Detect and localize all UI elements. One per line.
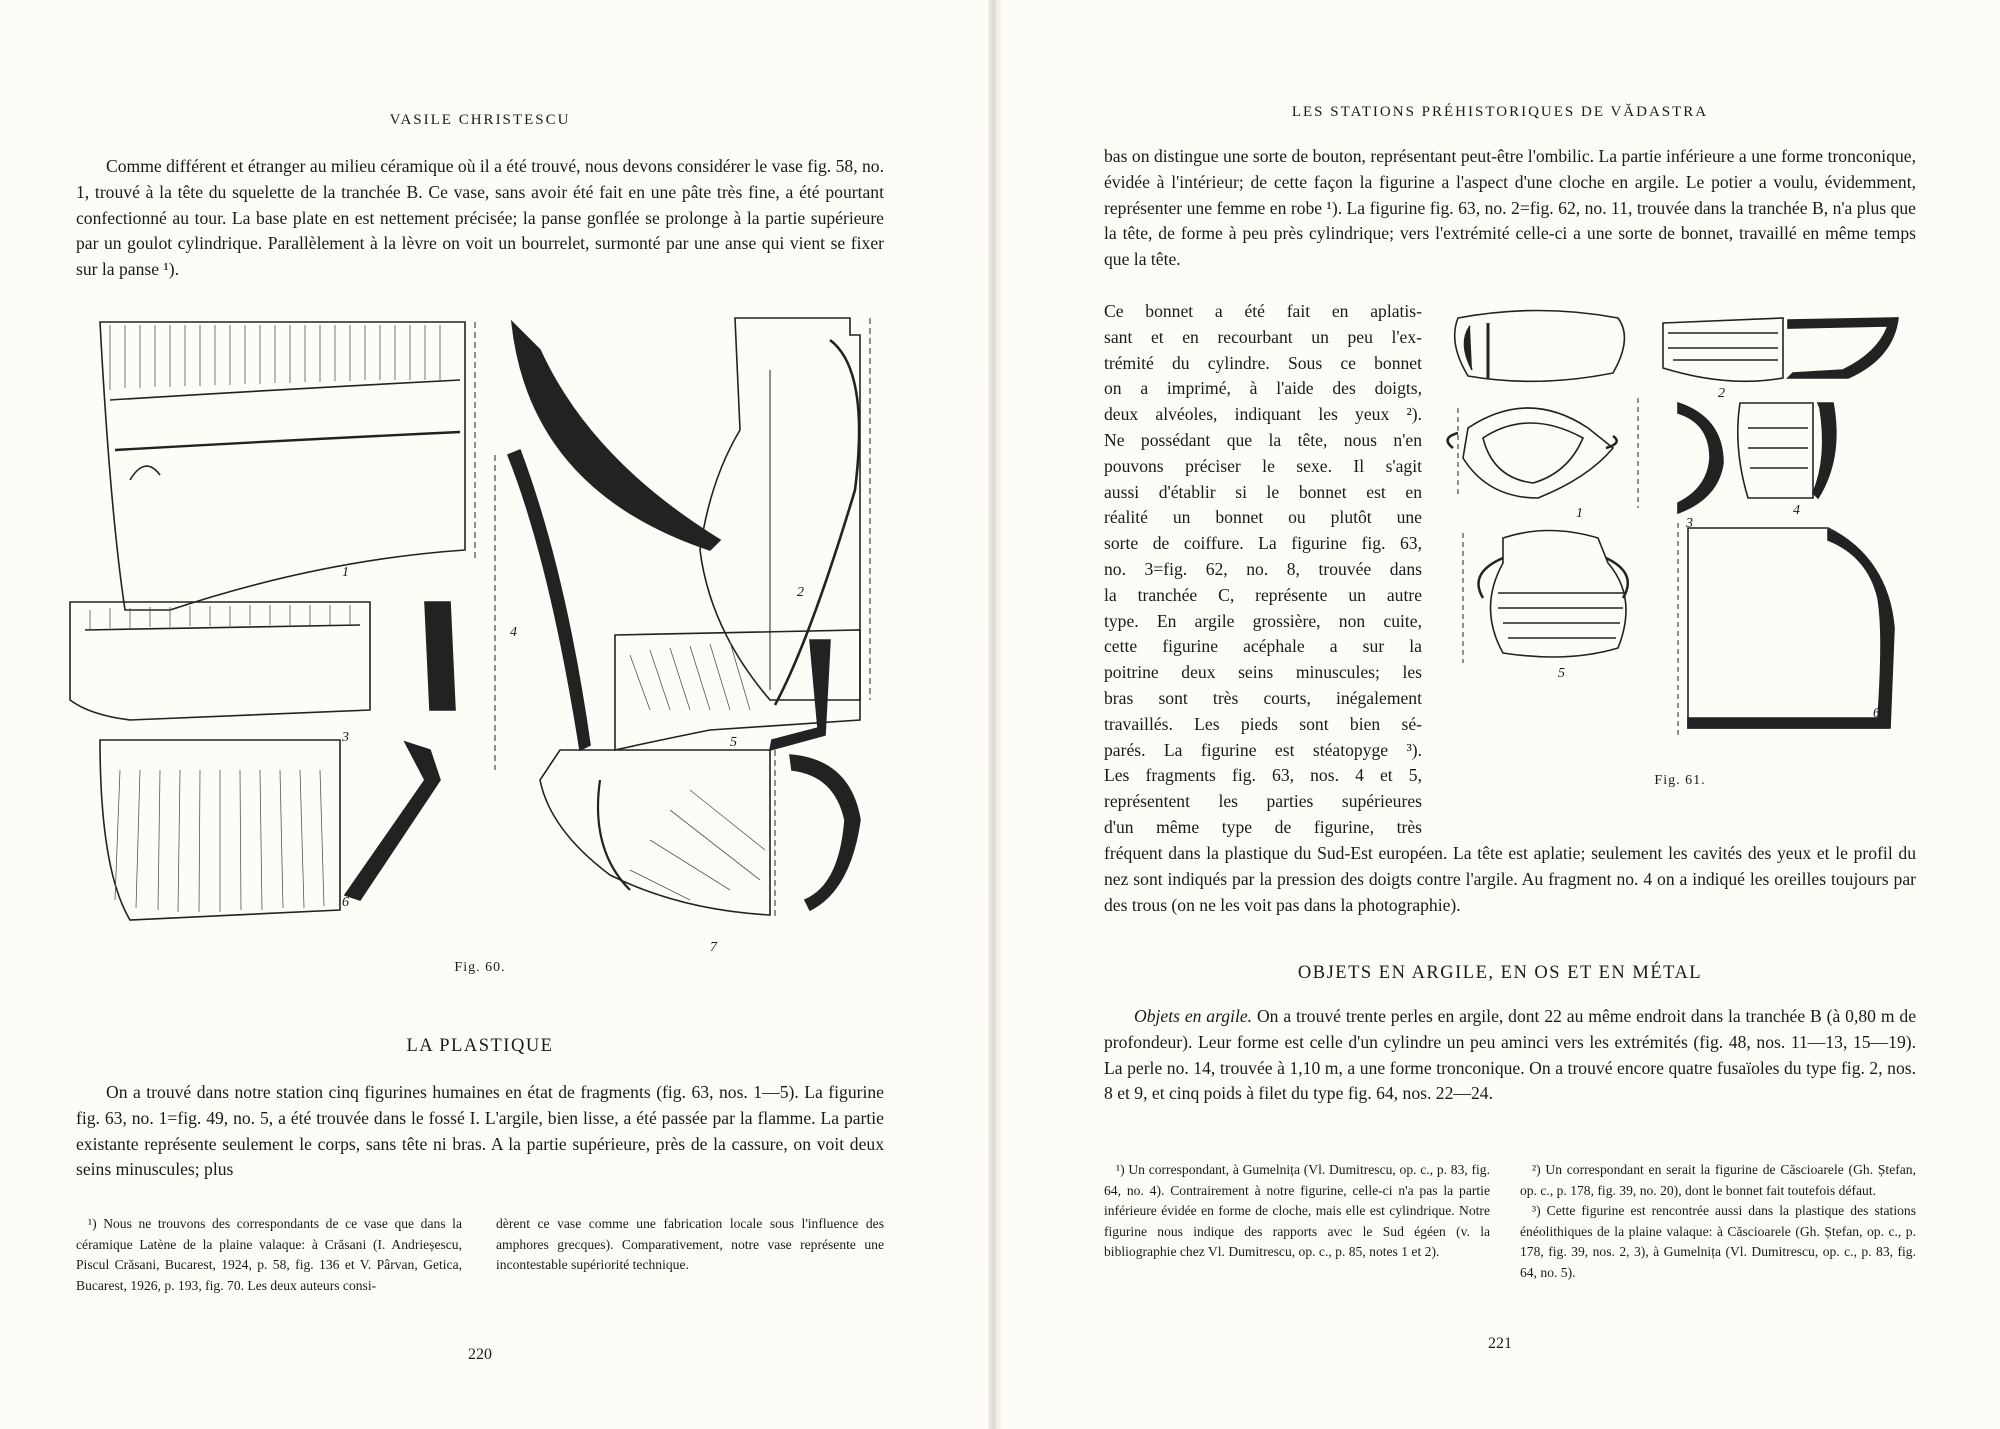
sherd-3-profile: [425, 602, 455, 710]
running-head: LES STATIONS PRÉHISTORIQUES DE VĂDASTRA: [1291, 104, 1709, 120]
figure-caption: Fig. 60.: [454, 960, 506, 975]
figure-label: 2: [1718, 386, 1725, 401]
paragraph-text: [1104, 1004, 1916, 1107]
text-line: trémité du cylindre. Sous ce bonnet: [1104, 352, 1422, 373]
sherd-3-outline: [70, 602, 370, 720]
footnote-col-1: [1104, 1160, 1490, 1263]
left-page: [0, 0, 990, 1429]
vessel-4-profile: [1813, 403, 1836, 498]
figure-label: 3: [342, 730, 349, 745]
text-line: on a imprimé, à l'aide des doigts,: [1104, 378, 1422, 399]
text-line: cette figurine acéphale a sur la: [1104, 636, 1422, 657]
paragraph-text: fréquent dans la plastique du Sud-Est européen. La tête est aplatie; seulement les cavités des yeux et le profil du nez sont indiqués par la pression des doigts contre l'argile. Au fragment no. 4 on a indiqué les oreilles toujours par des trous (on ne les voit pas dans la photographie).: [1104, 843, 1916, 915]
figure-label: 1: [342, 565, 349, 580]
text-line: Ne possédant que la tête, nous n'en: [1104, 429, 1422, 450]
text-line: sant et en recourbant un peu l'ex-: [1104, 326, 1422, 347]
vase-2-outline: [700, 318, 860, 700]
vessel-6-profile: [1688, 530, 1894, 728]
vessel-3-profile: [1678, 403, 1723, 513]
footnote-col-1: [76, 1214, 462, 1296]
paragraph-text: bas on distingue une sorte de bouton, représentant peut-être l'ombilic. La partie inférieure a une forme tronconique, évidée à l'intérieur; de cette façon la figurine a l'aspect d'une cloche en argile. Le potier a voulu, évidemment, représenter une femme en robe ¹). La figurine fig. 63, no. 2=fig. 62, no. 11, trouvée dans la tranchée B, n'a plus que la tête, de forme à peu près cylindrique; vers l'extrémité celle-ci a une sorte de bonnet, travaillé en même temps que la tête.: [1104, 146, 1916, 270]
sherd-6-profile: [345, 742, 440, 900]
page-number: 221: [1488, 1335, 1512, 1352]
paragraph-plastique: [76, 1080, 884, 1183]
figure-label: 7: [710, 940, 717, 955]
figure-label: 5: [1558, 666, 1565, 681]
pottery-drawings: [70, 310, 890, 965]
text-line: poitrine deux seins minuscules; les: [1104, 662, 1422, 683]
text-line: la tranchée C, représente un autre: [1104, 584, 1422, 605]
footnote-text: ¹) Un correspondant, à Gumelnița (Vl. Dumitrescu, op. c., p. 83, fig. 64, no. 4). Contrairement à notre figurine, celle-ci n'a pas la partie inférieure évidée en forme de cloche, mais elle est cylindrique. Notre figurine nous indique des rapports avec le Sud égéen (v. la bibliographie chez Vl. Dumitrescu, op. c., p. 85, notes 1 et 2).: [1104, 1162, 1490, 1260]
figure-label: 2: [797, 585, 804, 600]
footnote-text: ¹) Nous ne trouvons des correspondants de ce vase que dans la céramique Latène de la plaine valaque: à Crăsani (I. Andrieșescu, Piscul Crăsani, Bucarest, 1924, p. 58, fig. 136 et V. Pârvan, Getica, Bucarest, 1926, p. 193, fig. 70. Les deux auteurs consi-: [76, 1216, 462, 1293]
sherd-4-profile: [508, 450, 590, 750]
text-line: type. En argile grossière, non cuite,: [1104, 610, 1422, 631]
figure-61-plate: [1448, 298, 1924, 768]
paragraph-text: On a trouvé dans notre station cinq figurines humaines en état de fragments (fig. 63, nos. 1—5). La figurine fig. 63, no. 1=fig. 49, no. 5, a été trouvée dans le fossé I. L'argile, bien lisse, a été passée par la flamme. La partie existante représente seulement le corps, sans tête ni bras. A la partie supérieure, près de la cassure, on voit deux seins minuscules; plus: [76, 1082, 884, 1180]
figure-label: 3: [1686, 516, 1693, 531]
figure-label: 6: [1873, 706, 1880, 721]
jug-7-handle: [790, 755, 860, 910]
footnote-col-2: [1520, 1160, 1916, 1284]
text-line: pouvons préciser le sexe. Il s'agit: [1104, 455, 1422, 476]
figure-label: 4: [510, 625, 517, 640]
running-head: VASILE CHRISTESCU: [389, 112, 571, 128]
paragraph-objets: [1104, 1004, 1916, 1107]
section-heading: OBJETS EN ARGILE, EN OS ET EN MÉTAL: [1297, 963, 1703, 983]
narrow-column: [1104, 299, 1422, 841]
text-line: Les fragments fig. 63, nos. 4 et 5,: [1104, 765, 1422, 786]
text-line: travaillés. Les pieds sont bien sé-: [1104, 713, 1422, 734]
text-line: no. 3=fig. 62, no. 8, trouvée dans: [1104, 558, 1422, 579]
footnote-text: ²) Un correspondant en serait la figurine de Căscioarele (Gh. Ștefan, op. c., p. 178, fig. 39, no. 20), dont le bonnet fait toutefois défaut.: [1520, 1162, 1916, 1198]
paragraph-continuation: [1104, 841, 1916, 918]
text-line: sorte de coiffure. La figurine fig. 63,: [1104, 533, 1422, 554]
figure-caption: Fig. 61.: [1654, 773, 1706, 788]
figure-label: 1: [1576, 506, 1583, 521]
section-heading: LA PLASTIQUE: [406, 1036, 554, 1056]
text-line: bras sont très courts, inégalement: [1104, 687, 1422, 708]
vessel-1-plan: [1463, 408, 1613, 498]
right-page: [1000, 0, 2000, 1429]
vessel-2-outline: [1663, 318, 1783, 381]
text-line: deux alvéoles, indiquant les yeux ²).: [1104, 404, 1422, 425]
pottery-drawings: [1448, 298, 1924, 768]
figure-60-plate: [70, 310, 890, 965]
footnote-col-2: [496, 1214, 884, 1276]
text-line: réalité un bonnet ou plutôt une: [1104, 507, 1422, 528]
vessel-2-profile: [1788, 318, 1898, 378]
paragraph-lead: Objets en argile.: [1134, 1006, 1253, 1026]
vessel-1-top: [1455, 311, 1625, 382]
jug-7-outline: [540, 750, 770, 915]
figure-label: 5: [730, 735, 737, 750]
paragraph-body: On a trouvé trente perles en argile, dont 22 au même endroit dans la tranchée B (à 0,80 m de profondeur). Leur forme est celle d'un cylindre un peu aminci vers les extrémités (fig. 48, nos. 11—13, 15—19). La perle no. 14, trouvée à 1,10 m, a une forme tronconique. On a trouvé encore quatre fusaïoles du type fig. 2, nos. 8 et 9, et cinq poids à filet du type fig. 64, nos. 22—24.: [1104, 1006, 1917, 1104]
vessel-4-outline: [1738, 403, 1813, 498]
figure-label: 6: [342, 895, 349, 910]
text-line: représentent les parties supérieures: [1104, 791, 1422, 812]
paragraph-text: Comme différent et étranger au milieu céramique où il a été trouvé, nous devons considérer le vase fig. 58, no. 1, trouvé à la tête du squelette de la tranchée B. Ce vase, sans avoir été fait en une pâte très fine, a été pourtant confectionné au tour. La base plate en est nettement précisée; la panse gonflée se prolonge à la partie supérieure par un goulot cylindrique. Parallèlement à la lèvre on voit un bourrelet, surmonté par une anse qui vient se fixer sur la panse ¹).: [76, 156, 884, 280]
footnote-text: dèrent ce vase comme une fabrication locale sous l'influence des amphores grecques). Comparativement, notre vase représente une incontestable supériorité technique.: [496, 1216, 884, 1273]
footnote-text: ³) Cette figurine est rencontrée aussi dans la plastique des stations énéolithiques de la plaine valaque: à Căscioarele (Gh. Ștefan, op. c., p. 178, fig. 39, nos. 2, 3), à Gumelnița (Vl. Dumitrescu, op. c., p. 83, fig. 64, no. 5).: [1520, 1203, 1916, 1280]
paragraph-top: [1104, 144, 1916, 273]
text-line: parés. La figurine est stéatopyge ³).: [1104, 739, 1422, 760]
text-line: Ce bonnet a été fait en aplatis-: [1104, 301, 1422, 321]
sherd-1-profile: [512, 322, 720, 550]
text-line: aussi d'établir si le bonnet est en: [1104, 481, 1422, 502]
page-number: 220: [468, 1346, 492, 1363]
text-line: d'un même type de figurine, très: [1104, 816, 1422, 837]
figure-label: 4: [1793, 503, 1800, 518]
paragraph-intro: [76, 154, 884, 283]
